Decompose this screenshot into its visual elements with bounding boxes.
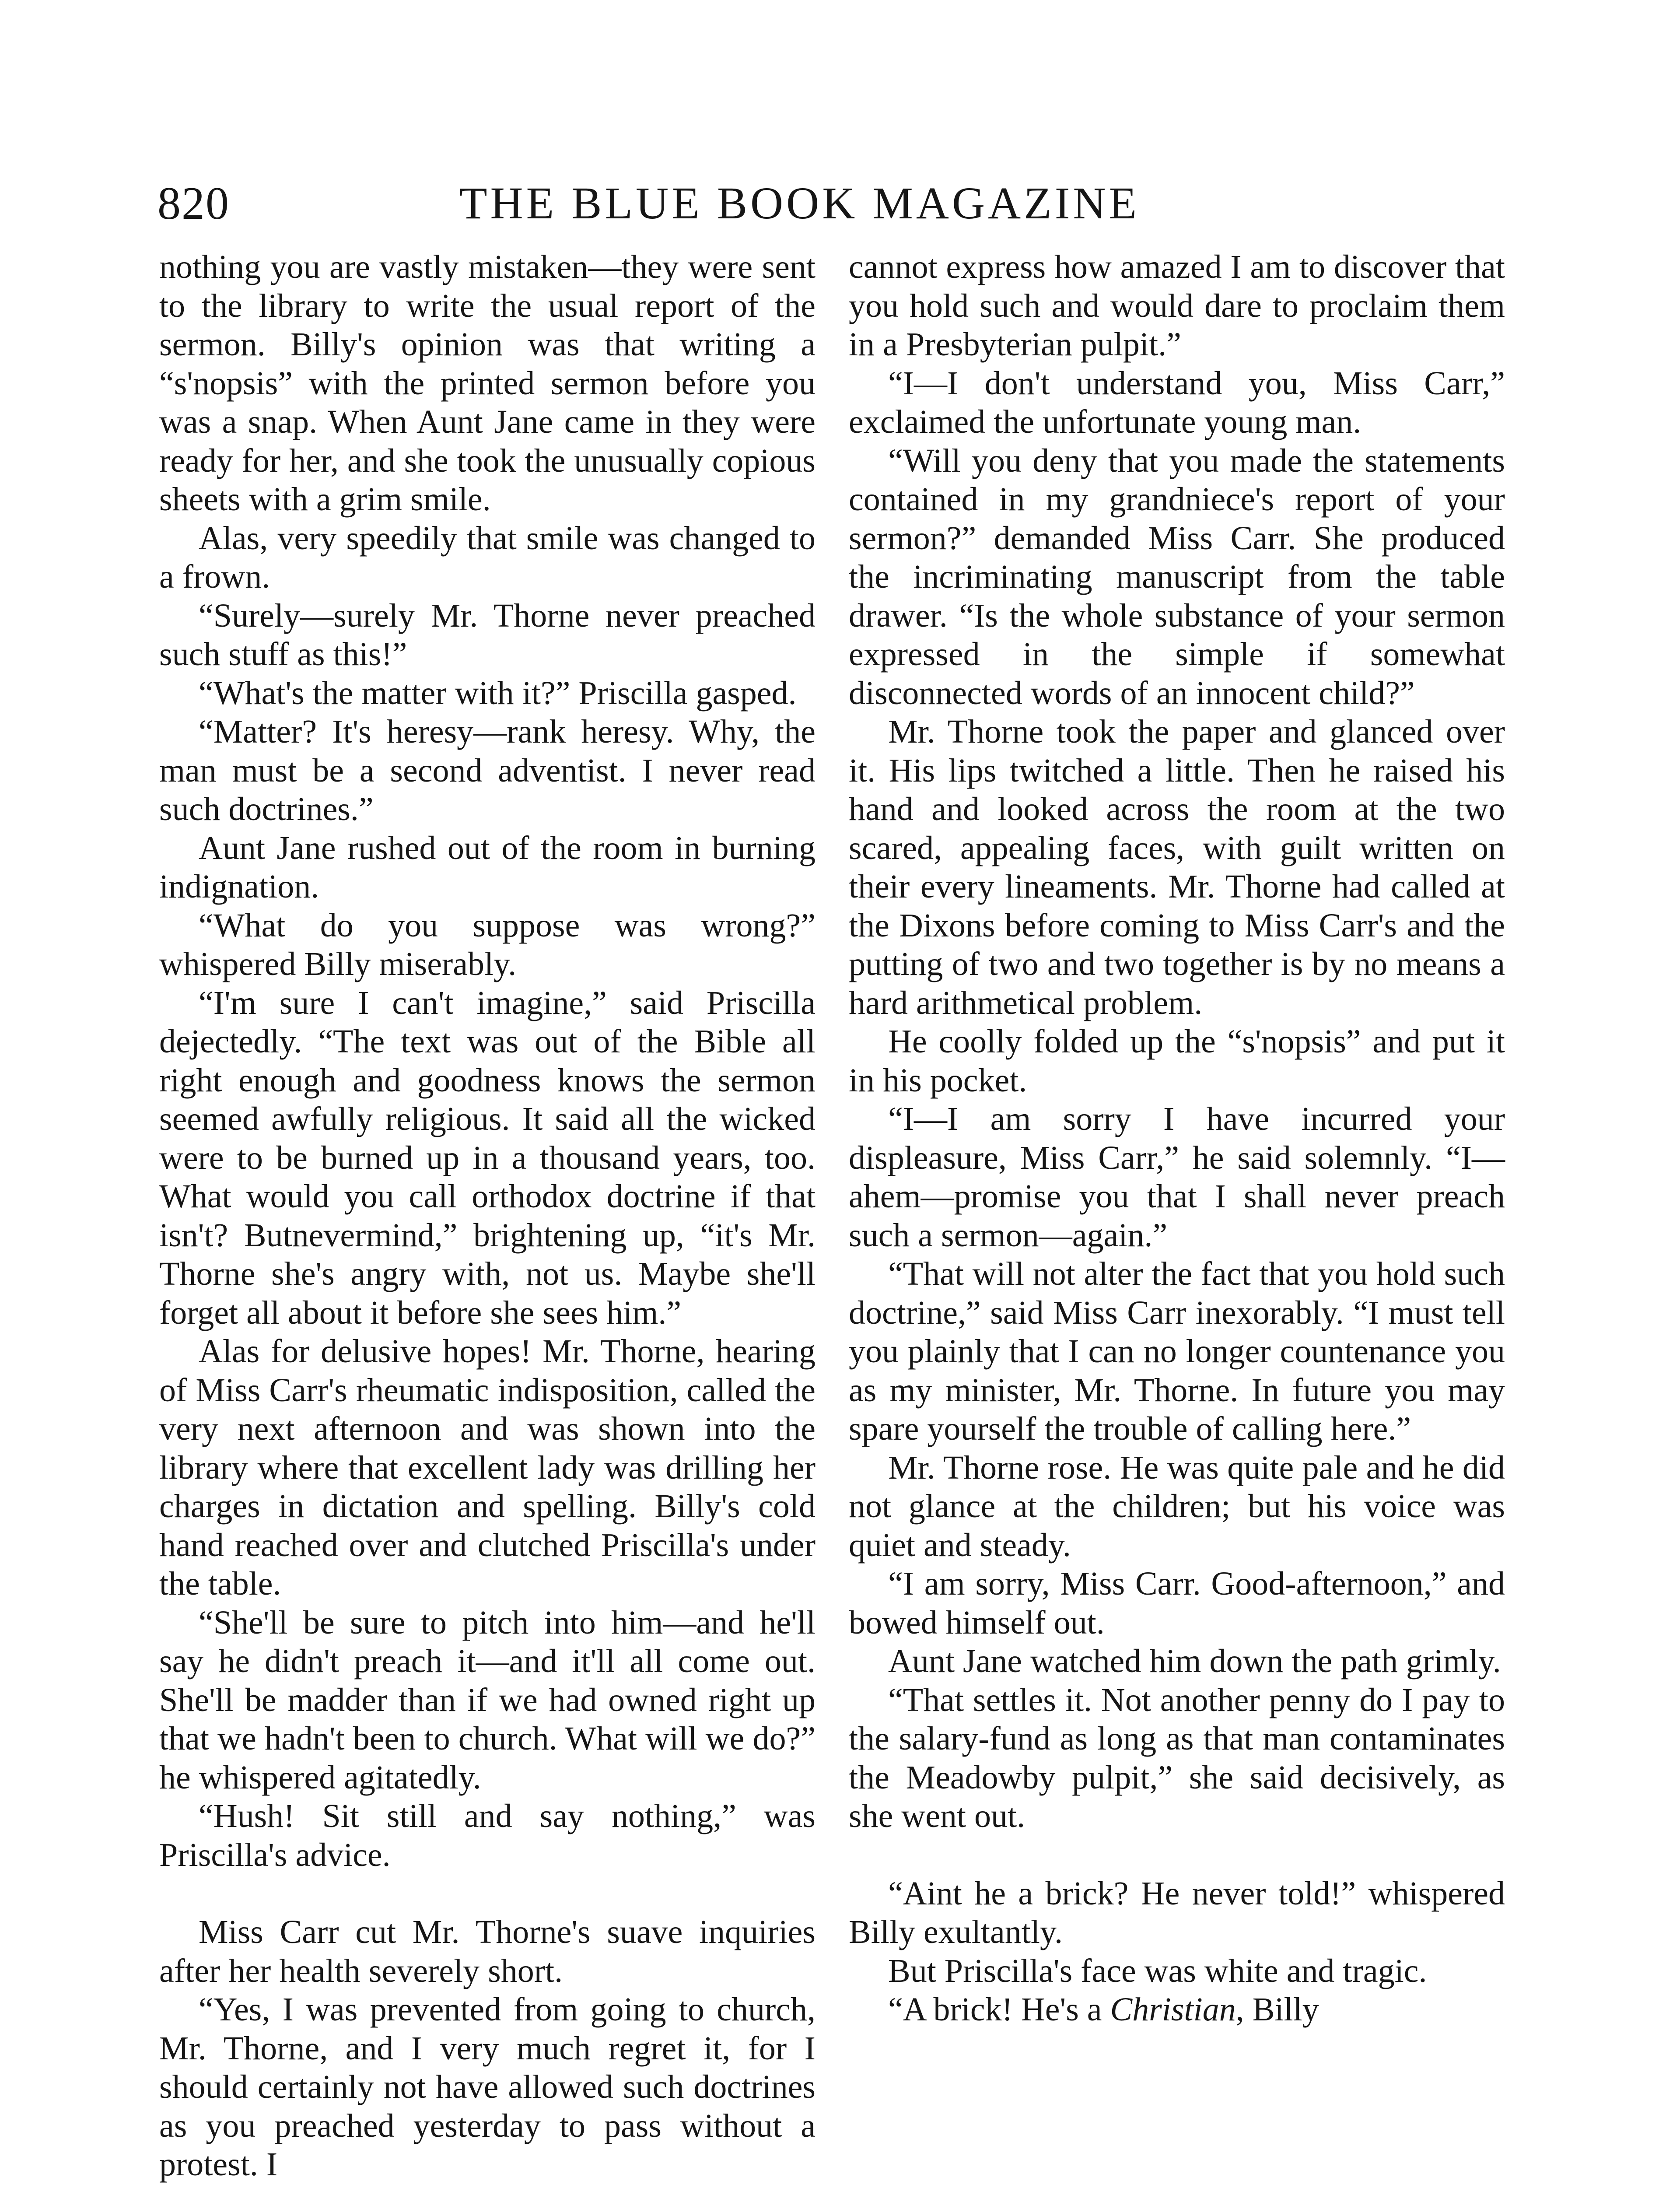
paragraph: Alas, very speedily that smile was changed to a frown. [159,519,816,595]
paragraph: Aunt Jane rushed out of the room in burning indignation. [159,829,816,905]
paragraph: “What do you suppose was wrong?” whispered Billy miserably. [159,907,816,982]
paragraph: “A brick! He's a Christian, Billy [888,1991,1319,2028]
running-head-title: THE BLUE BOOK MAGAZINE [459,178,1140,228]
paragraph: “Surely—surely Mr. Thorne never preached such stuff as this!” [159,597,816,673]
paragraph: “Yes, I was prevented from going to church, Mr. Thorne, and I very much regret it, for I should certainly not have allowed such doctrines as you preached yesterday to pass without a protest. I [159,1991,816,2183]
paragraph: “I—I don't understand you, Miss Carr,” exclaimed the unfortunate young man. [849,365,1505,440]
paragraph: “That will not alter the fact that you hold such doctrine,” said Miss Carr inexorably. “I must tell you plainly that I can no longer countenance you as my minister, Mr. Thorne. In future you may spare yourself the trouble of calling here.” [849,1255,1505,1447]
paragraph: But Priscilla's face was white and tragic. [888,1952,1427,1989]
paragraph: “She'll be sure to pitch into him—and he'll say he didn't preach it—and it'll all come out. She'll be madder than if we had owned right up that we hadn't been to church. What will we do?” he whispered agitatedly. [159,1604,816,1796]
paragraph: Mr. Thorne took the paper and glanced over it. His lips twitched a little. Then he raised his hand and looked across the room at the two scared, appealing faces, with guilt written on their every lineaments. Mr. Thorne had called at the Dixons before coming to Miss Carr's and the putting of two and two together is by no means a hard arithmetical problem. [849,713,1505,1021]
page-number: 820 [158,178,230,229]
paragraph: Alas for delusive hopes! Mr. Thorne, hearing of Miss Carr's rheumatic indisposition, called the very next afternoon and was shown into the library where that excellent lady was drilling her charges in dictation and spelling. Billy's cold hand reached over and clutched Priscilla's under the table. [159,1333,816,1602]
paragraph: “That settles it. Not another penny do I pay to the salary-fund as long as that man contaminates the Meadowby pulpit,” she said decisively, as she went out. [849,1681,1505,1834]
left-column [159,248,816,2184]
paragraph: “I am sorry, Miss Carr. Good-afternoon,” and bowed himself out. [849,1565,1505,1641]
paragraph: nothing you are vastly mistaken—they were sent to the library to write the usual report of the sermon. Billy's opinion was that writing a “s'nopsis” with the printed sermon before you was a snap. When Aunt Jane came in they were ready for her, and she took the unusually copious sheets with a grim smile. [159,249,816,518]
paragraph: “What's the matter with it?” Priscilla gasped. [199,674,797,712]
emphasis: Christian [1110,1991,1236,2028]
paragraph: “Will you deny that you made the statements contained in my grandniece's report of your sermon?” demanded Miss Carr. She produced the incriminating manuscript from the table drawer. “Is the whole substance of your sermon expressed in the simple if somewhat disconnected words of an innocent child?” [849,442,1505,712]
paragraph: “Hush! Sit still and say nothing,” was Priscilla's advice. [159,1798,816,1873]
paragraph: cannot express how amazed I am to discover that you hold such and would dare to proclaim them in a Presbyterian pulpit.” [849,249,1505,363]
paragraph: “I—I am sorry I have incurred your displeasure, Miss Carr,” he said solemnly. “I—ahem—promise you that I shall never preach such a sermon—again.” [849,1101,1505,1254]
paragraph: Aunt Jane watched him down the path grimly. [888,1643,1501,1680]
page-header [158,171,1522,236]
paragraph: He coolly folded up the “s'nopsis” and put it in his pocket. [849,1023,1505,1099]
paragraph: “Matter? It's heresy—rank heresy. Why, the man must be a second adventist. I never read such doctrines.” [159,713,816,828]
paragraph: “Aint he a brick? He never told!” whispered Billy exultantly. [849,1875,1505,1950]
paragraph: Miss Carr cut Mr. Thorne's suave inquiries after her health severely short. [159,1914,816,1989]
paragraph: “I'm sure I can't imagine,” said Priscilla dejectedly. “The text was out of the Bible all right enough and goodness knows the sermon seemed awfully religious. It said all the wicked were to be burned up in a thousand years, too. What would you call orthodox doctrine if that isn't? Butnevermind,” brightening up, “it's Mr. Thorne she's angry with, not us. Maybe she'll forget all about it before she sees him.” [159,984,816,1331]
right-column [849,248,1505,2029]
paragraph: Mr. Thorne rose. He was quite pale and he did not glance at the children; but his voice was quiet and steady. [849,1449,1505,1564]
